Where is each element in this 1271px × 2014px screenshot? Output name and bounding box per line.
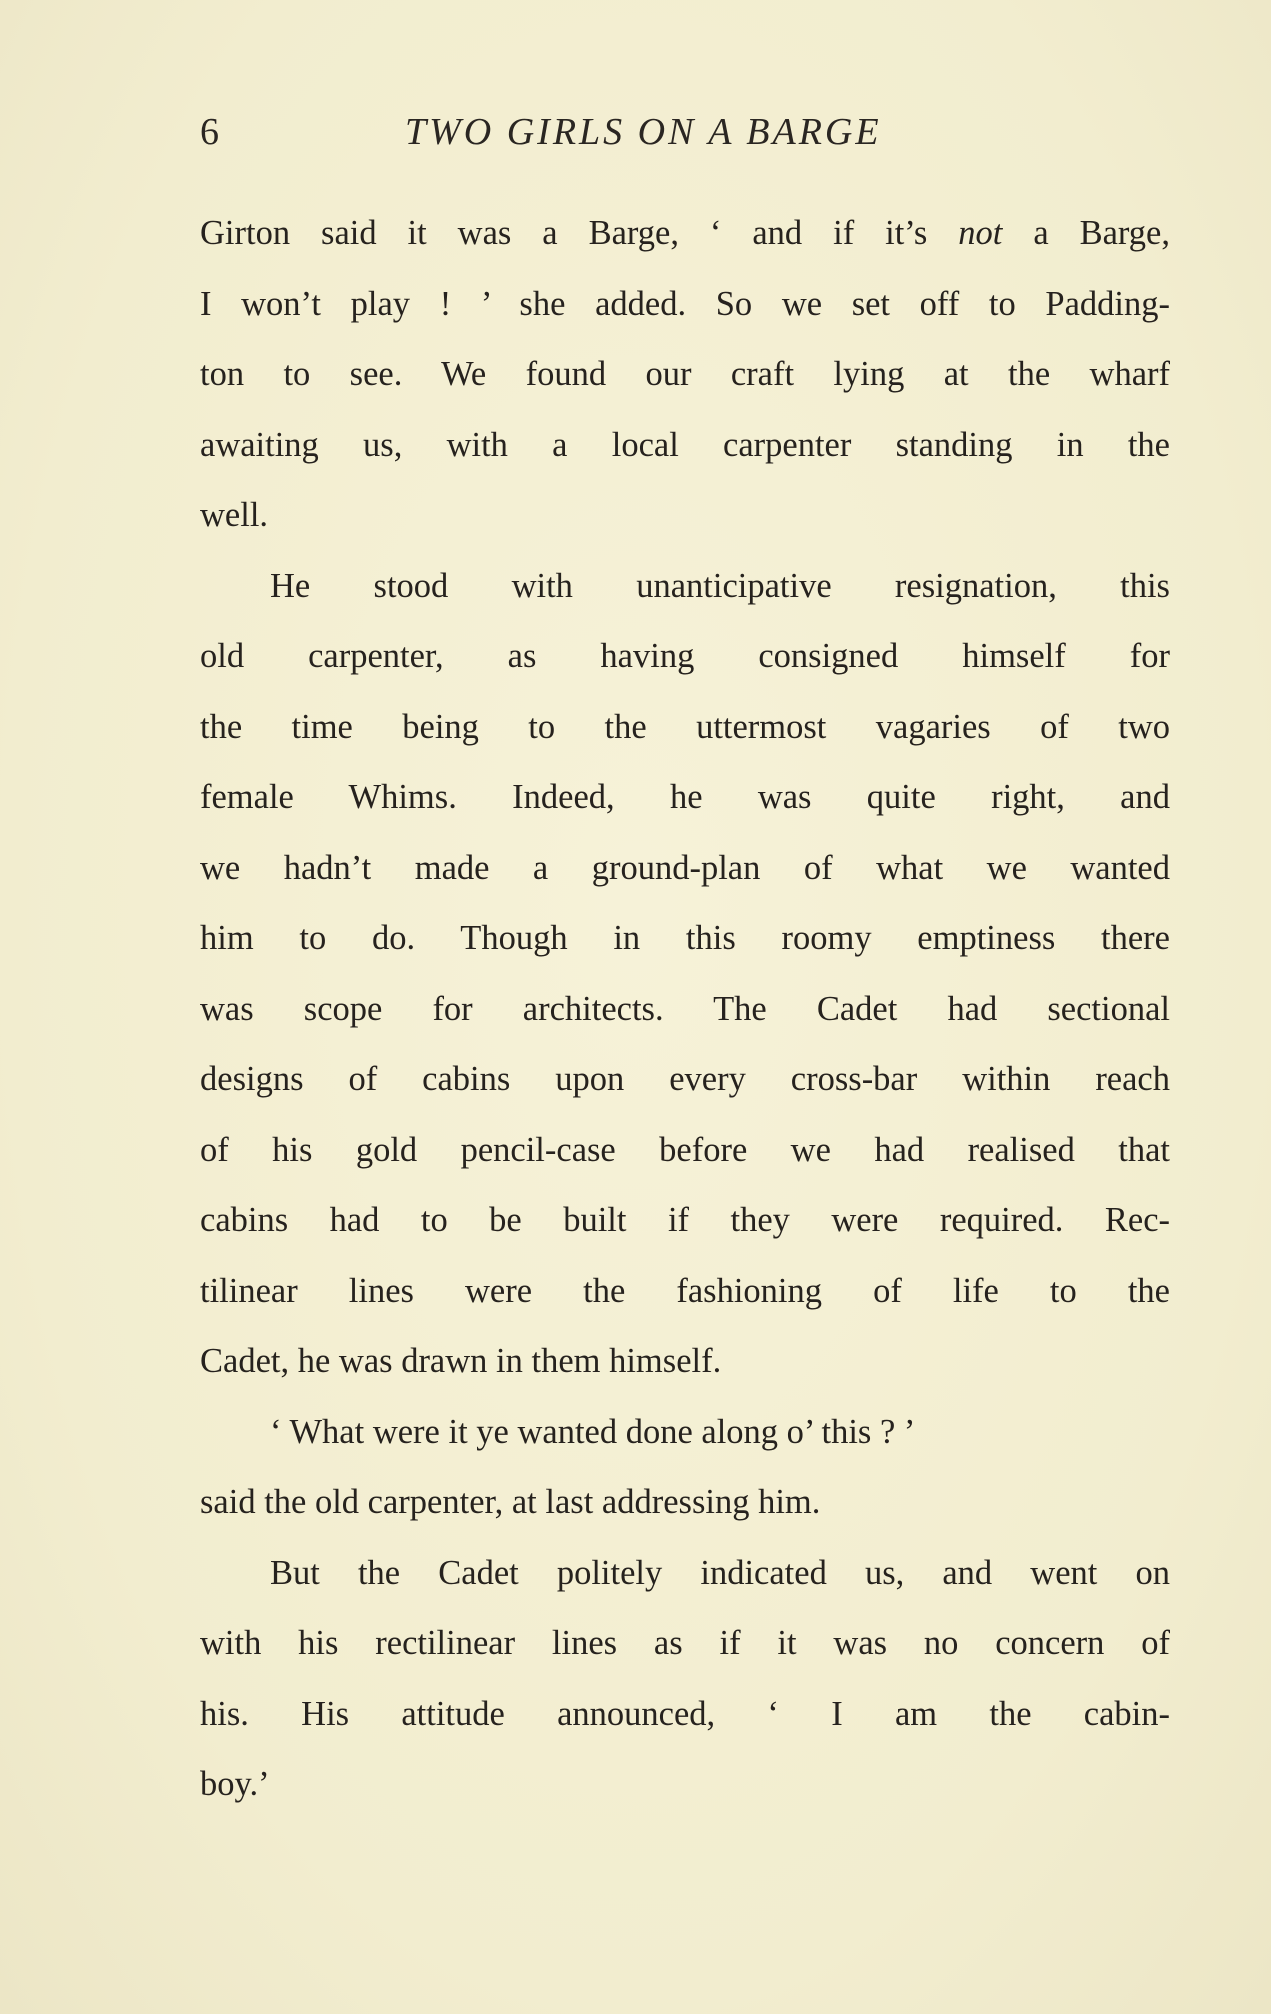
- text-line: awaiting us, with a local carpenter standing in the: [200, 425, 1170, 464]
- text-line: with his rectilinear lines as if it was no concern of: [200, 1624, 1170, 1662]
- running-head: [200, 110, 1080, 160]
- body-text: [200, 198, 1170, 1820]
- text-line: ton to see. We found our craft lying at the wharf: [200, 355, 1170, 393]
- text-line: old carpenter, as having consigned himself for: [200, 637, 1170, 675]
- paragraph-first-line: ‘ What were it ye wanted done along o’ this ? ’: [270, 1412, 916, 1451]
- text-line: Girton said it was a Barge, ‘ and if it’s not a Barge,: [200, 214, 1170, 252]
- text-line: the time being to the uttermost vagaries of two: [200, 707, 1170, 746]
- text-line: I won’t play ! ’ she added. So we set off to Padding-: [200, 284, 1170, 323]
- text-line: his. His attitude announced, ‘ I am the cabin-: [200, 1694, 1170, 1733]
- text-line: designs of cabins upon every cross-bar within reach: [200, 1060, 1170, 1098]
- paragraph-first-line: But the Cadet politely indicated us, and went on: [270, 1553, 1170, 1592]
- text-line: said the old carpenter, at last addressing him.: [200, 1483, 821, 1521]
- text-line: tilinear lines were the fashioning of life to the: [200, 1271, 1170, 1310]
- paragraph-first-line: He stood with unanticipative resignation, this: [270, 566, 1170, 605]
- text-line: cabins had to be built if they were required. Rec-: [200, 1201, 1170, 1239]
- running-title: TWO GIRLS ON A BARGE: [405, 111, 882, 153]
- text-line: boy.’: [200, 1765, 270, 1803]
- text-line: was scope for architects. The Cadet had sectional: [200, 989, 1170, 1028]
- text-line: of his gold pencil-case before we had realised that: [200, 1130, 1170, 1169]
- text-line: we hadn’t made a ground-plan of what we wanted: [200, 848, 1170, 887]
- emphasis: not: [958, 214, 1003, 252]
- text-line: female Whims. Indeed, he was quite right, and: [200, 778, 1170, 816]
- text-line: well.: [200, 496, 269, 534]
- text-line: him to do. Though in this roomy emptiness there: [200, 919, 1170, 957]
- page-number: 6: [200, 111, 219, 153]
- text-line: Cadet, he was drawn in them himself.: [200, 1342, 722, 1380]
